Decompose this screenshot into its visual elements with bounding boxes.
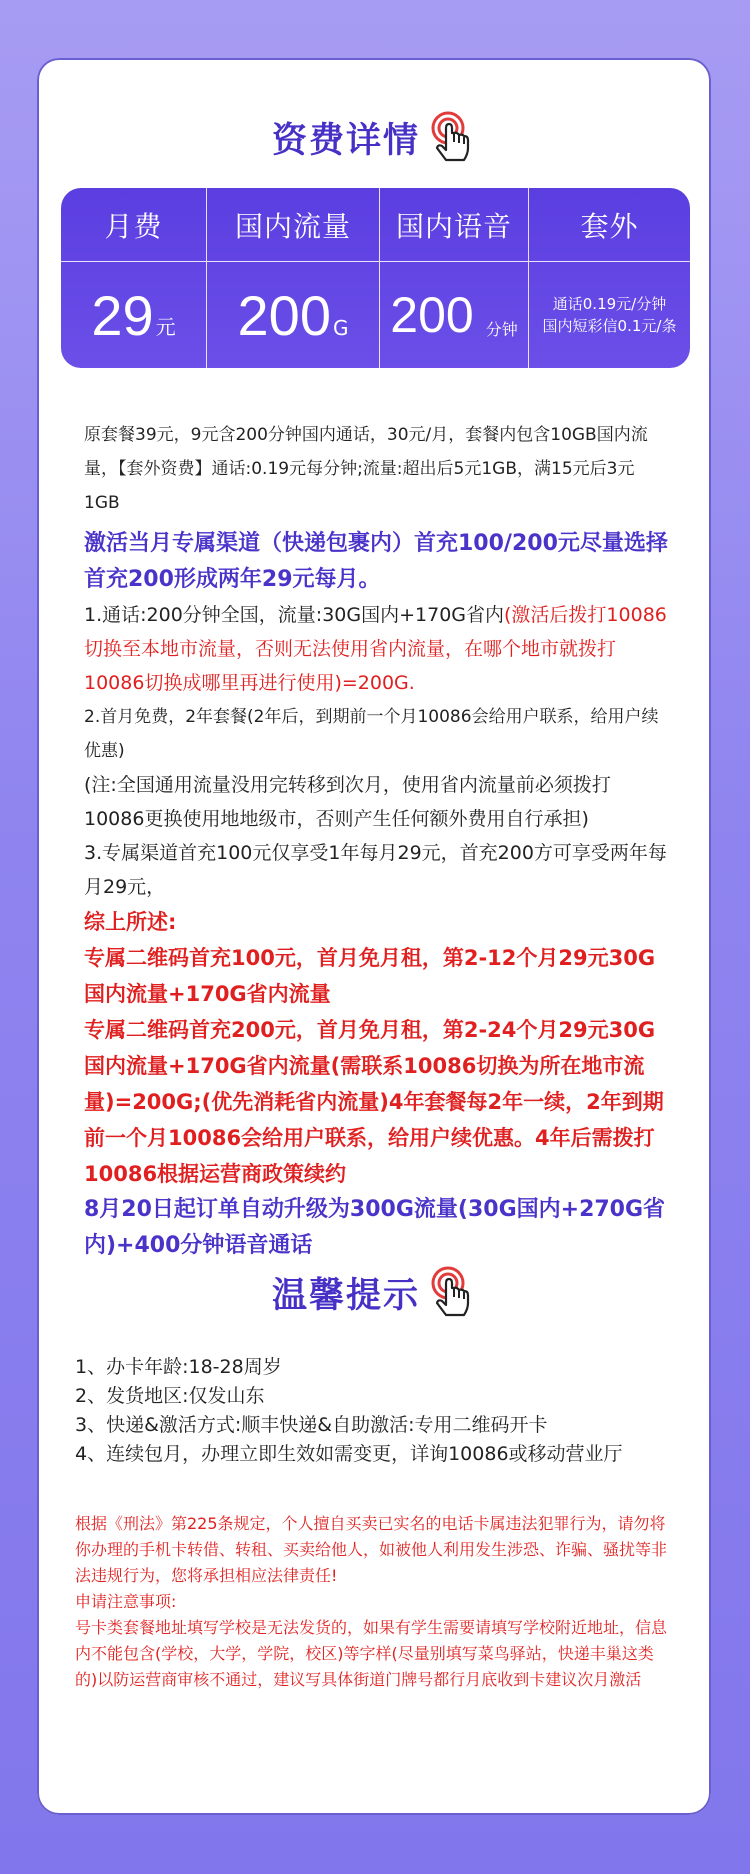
tip-item: 2、发货地区:仅发山东 — [75, 1385, 265, 1407]
voice-cell — [380, 262, 529, 368]
legal-notice — [75, 1511, 675, 1693]
monthly-fee-value: 29 — [91, 283, 154, 347]
fee-table — [61, 188, 690, 368]
legal-warning: 根据《刑法》第225条规定，个人擅自买卖已实名的电话卡属违法犯罪行为，请勿将你办理的手机卡转借、转租、买卖给他人，如被他人利用发生涉恐、诈骗、骚扰等非法违规行为，您将承担相应法律责任! — [75, 1514, 668, 1585]
pointer-hand-icon — [428, 110, 476, 166]
header-domestic-voice: 国内语音 — [380, 188, 529, 262]
original-plan-text: 原套餐39元，9元含200分钟国内通话，30元/月，套餐内包含10GB国内流量，【套外资费】通话:0.19元每分钟;流量:超出后5元1GB，满15元后3元1GB — [84, 425, 648, 513]
data-value: 200 — [237, 283, 331, 347]
section-title-fees — [37, 110, 711, 166]
voice-unit: 分钟 — [485, 320, 518, 339]
extra-sms-rate: 国内短彩信0.1元/条 — [542, 317, 677, 335]
item-3: 3.专属渠道首充100元仅享受1年每月29元，首充200方可享受两年每月29元， — [84, 842, 667, 898]
application-notes-text: 号卡类套餐地址填写学校是无法发货的，如果有学生需要请填写学校附近地址，信息内不能包含(学校，大学，学院，校区)等字样(尽量别填写菜鸟驿站，快递丰巢这类的)以防运营商审核不通过，建议写具体街道门牌号都行月底收到卡建议次月激活 — [75, 1618, 668, 1689]
activation-note: 激活当月专属渠道（快递包裹内）首充100/200元尽量选择首充200形成两年29元每月。 — [84, 531, 668, 592]
data-unit: G — [332, 316, 349, 340]
voice-value: 200 — [390, 287, 474, 343]
summary-100: 专属二维码首充100元，首月免月租，第2-12个月29元30G国内流量+170G省内流量 — [84, 946, 656, 1006]
header-monthly-fee: 月费 — [61, 188, 207, 262]
main-card — [37, 58, 711, 1815]
page-title: 资费详情 — [271, 121, 420, 161]
data-cell — [207, 262, 380, 368]
monthly-fee-unit: 元 — [155, 315, 176, 339]
header-extra: 套外 — [529, 188, 690, 262]
item-1 — [84, 598, 670, 700]
item-2: 2.首月免费，2年套餐(2年后，到期前一个月10086会给用户联系，给用户续优惠) — [84, 707, 659, 761]
summary-200: 专属二维码首充200元，首月免月租，第2-24个月29元30G国内流量+170G省内流量(需联系10086切换为所在地市流量)=200G;(优先消耗省内流量)4年套餐每2年一续，2年到期前一个月10086会给用户联系，给用户续优惠。4年后需拨打10086根据运营商政策续约 — [84, 1018, 664, 1186]
tip-item: 1、办卡年龄:18-28周岁 — [75, 1356, 282, 1378]
tip-item: 4、连续包月，办理立即生效如需变更，详询10086或移动营业厅 — [75, 1443, 623, 1465]
upgrade-note: 8月20日起订单自动升级为300G流量(30G国内+270G省内)+400分钟语音通话 — [84, 1197, 666, 1258]
application-notes-heading: 申请注意事项: — [75, 1592, 177, 1611]
item-1-warning: (激活后拨打10086切换至本地市流量，否则无法使用省内流量，在哪个地市就拨打10086切换成哪里再进行使用)=200G. — [84, 604, 667, 694]
plan-details — [84, 418, 670, 1264]
summary-heading: 综上所述: — [84, 910, 177, 934]
monthly-fee-cell — [61, 262, 207, 368]
tip-item: 3、快递&激活方式:顺丰快递&自助激活:专用二维码开卡 — [75, 1414, 548, 1436]
pointer-hand-icon — [428, 1265, 476, 1321]
section-title-tips — [37, 1265, 711, 1321]
tips-list — [75, 1353, 675, 1469]
header-domestic-data: 国内流量 — [207, 188, 380, 262]
item-1-text: 1.通话:200分钟全国，流量:30G国内+170G省内 — [84, 604, 505, 626]
note-text: (注:全国通用流量没用完转移到次月，使用省内流量前必须拨打10086更换使用地地级市，否则产生任何额外费用自行承担) — [84, 774, 611, 830]
extra-cell — [529, 262, 690, 368]
tips-title: 温馨提示 — [271, 1276, 420, 1316]
extra-call-rate: 通话0.19元/分钟 — [552, 295, 667, 313]
